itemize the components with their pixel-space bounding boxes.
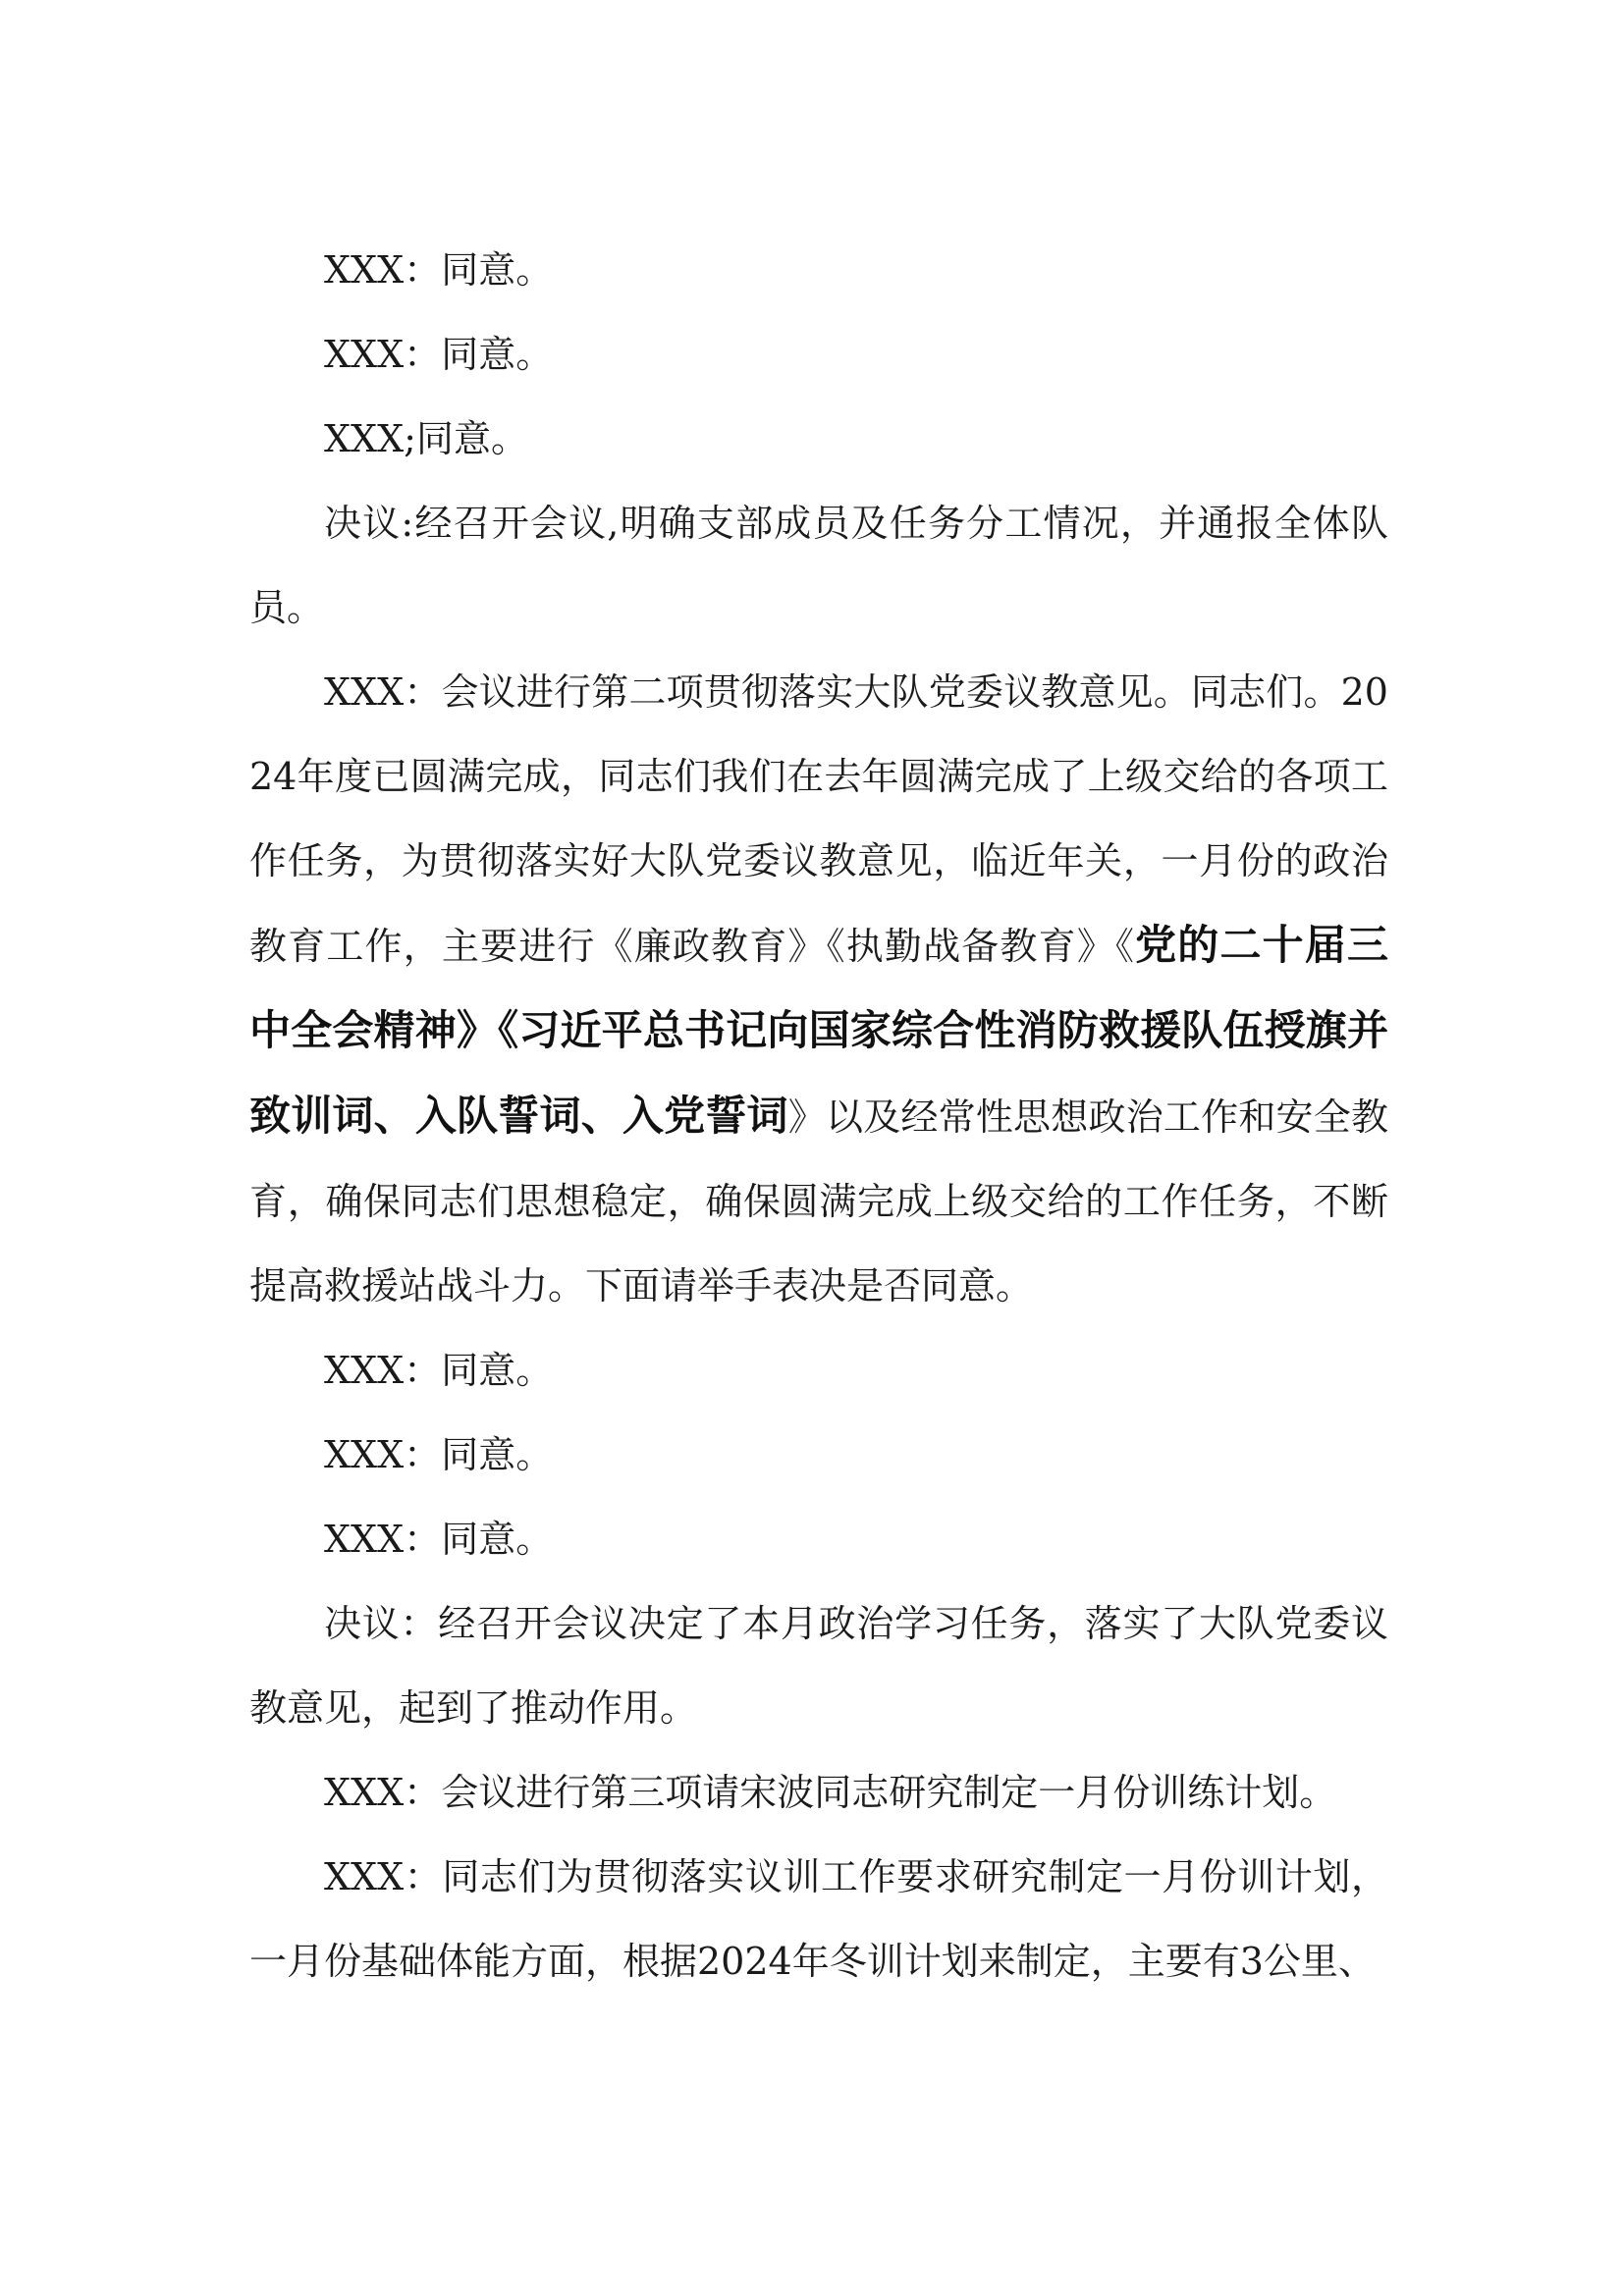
speaker-name: XXX <box>324 333 405 376</box>
separator: ： <box>404 1771 442 1814</box>
speaker-name: XXX <box>324 1855 405 1898</box>
vote-line <box>249 1497 1388 1581</box>
vote-line <box>249 1328 1388 1413</box>
separator: ： <box>404 1349 442 1392</box>
vote-text: 同意。 <box>415 417 528 460</box>
paragraph-text: 会议进行第二项贯彻落实大队党委议教意见。同志们。2024年度已圆满完成，同志们我们在去年圆满完成了上级交给的各项工作任务，为贯彻落实好大队党委议教意见，临近年关，一月份的政治教育工作，主要进行《廉政教育》《执勤战备教育》《 <box>249 670 1388 968</box>
paragraph-text: 同志们为贯彻落实议训工作要求研究制定一月份训计划，一月份基础体能方面，根据2024年冬训计划来制定，主要有3公里、 <box>249 1855 1388 1983</box>
speaker-name: XXX <box>324 1433 405 1476</box>
separator: ： <box>404 670 442 714</box>
vote-text: 同意。 <box>441 333 554 376</box>
agenda-item-3-paragraph <box>249 1750 1388 1835</box>
separator: ： <box>404 1855 443 1898</box>
separator: ： <box>404 248 442 292</box>
agenda-item-2-paragraph <box>249 650 1388 1328</box>
emphasized-text: 党的二十届三中全会精神》《习近平总书记向国家综合性消防救援队伍授旗并致训词、入队誓词、入党誓词 <box>249 921 1388 1140</box>
separator: ; <box>404 417 416 460</box>
vote-text: 同意。 <box>441 1433 554 1476</box>
speaker-name: XXX <box>324 670 405 714</box>
speaker-name: XXX <box>324 248 405 292</box>
paragraph-text: 会议进行第三项请宋波同志研究制定一月份训练计划。 <box>441 1771 1337 1814</box>
speaker-name: XXX <box>324 1771 405 1814</box>
speaker-name: XXX <box>324 417 405 460</box>
vote-text: 同意。 <box>441 1518 554 1561</box>
separator: ： <box>404 333 442 376</box>
training-plan-paragraph <box>249 1835 1388 2003</box>
speaker-name: XXX <box>324 1349 405 1392</box>
vote-line <box>249 228 1388 312</box>
resolution-paragraph: 决议：经召开会议决定了本月政治学习任务，落实了大队党委议教意见，起到了推动作用。 <box>249 1602 1388 1730</box>
vote-line <box>249 397 1388 481</box>
separator: ： <box>404 1433 442 1476</box>
vote-text: 同意。 <box>441 248 554 292</box>
resolution-paragraph: 决议:经召开会议,明确支部成员及任务分工情况，并通报全体队员。 <box>249 502 1388 629</box>
vote-line <box>249 312 1388 397</box>
speaker-name: XXX <box>324 1518 405 1561</box>
paragraph-text-continued: 》以及经常性思想政治工作和安全教育，确保同志们思想稳定，确保圆满完成上级交给的工作任务，不断提高救援站战斗力。下面请举手表决是否同意。 <box>249 1095 1388 1308</box>
vote-text: 同意。 <box>441 1349 554 1392</box>
document-body <box>249 228 1388 2003</box>
vote-line <box>249 1413 1388 1497</box>
separator: ： <box>404 1518 442 1561</box>
